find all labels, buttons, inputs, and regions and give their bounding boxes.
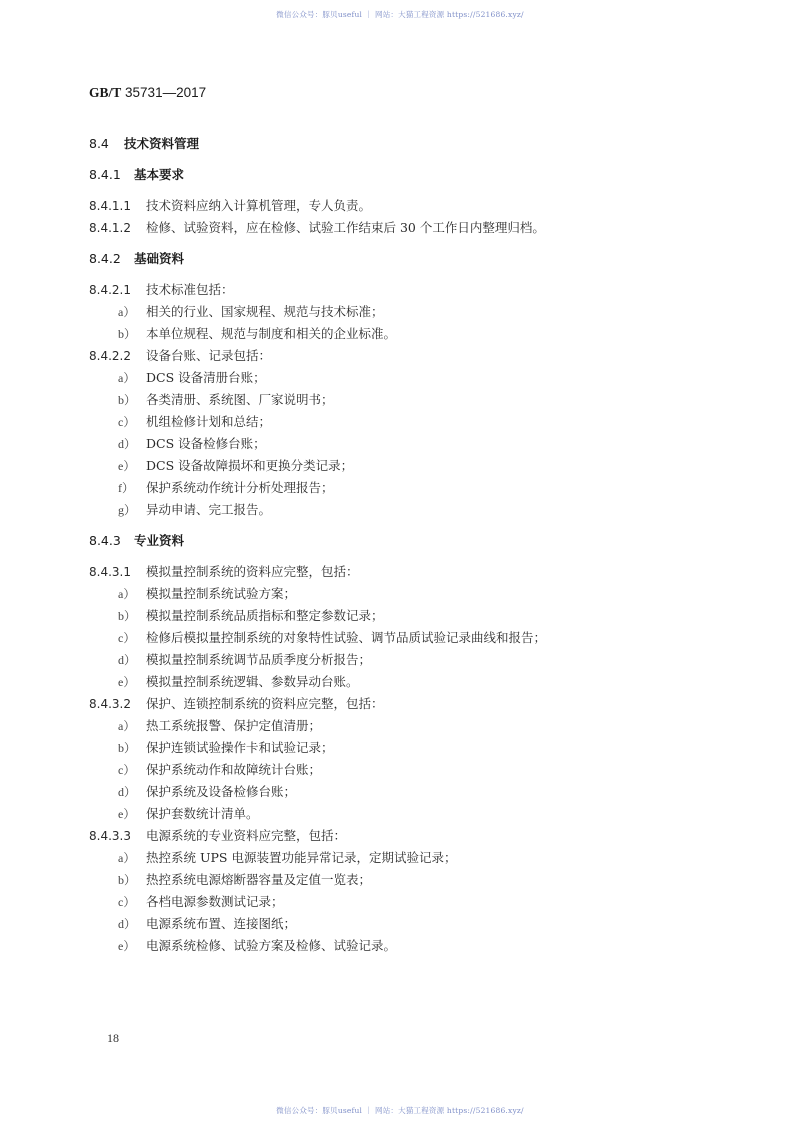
- list-marker: b）: [118, 741, 137, 755]
- watermark-top: 微信公众号：豚贝useful ｜ 网站：大猫工程资源 https://521686.xyz/: [276, 10, 524, 19]
- section-heading-8-4-2: [89, 249, 184, 267]
- list-text: 保护套数统计清单。: [146, 806, 259, 821]
- list-marker: a）: [118, 305, 136, 319]
- list-text: 电源系统布置、连接图纸；: [146, 916, 297, 931]
- list-item: [118, 804, 259, 822]
- clause-8-4-3-2: [89, 694, 384, 712]
- list-marker: e）: [118, 939, 136, 953]
- list-marker: d）: [118, 785, 137, 799]
- list-text: 模拟量控制系统逻辑、参数异动台账。: [146, 674, 359, 689]
- clause-8-4-2-1: [89, 280, 234, 298]
- clause-text: 技术资料应纳入计算机管理，专人负责。: [146, 198, 372, 213]
- clause-text: 保护、连锁控制系统的资料应完整，包括：: [146, 696, 384, 711]
- section-title: 基础资料: [134, 251, 185, 266]
- list-item: [118, 434, 266, 452]
- clause-number: 8.4.1.2: [89, 221, 131, 235]
- list-marker: f）: [118, 481, 134, 495]
- list-text: 异动申请、完工报告。: [146, 502, 272, 517]
- list-item: [118, 628, 546, 646]
- list-item: [118, 478, 334, 496]
- list-item: [118, 456, 353, 474]
- list-marker: c）: [118, 631, 136, 645]
- list-item: [118, 584, 296, 602]
- section-number: 8.4.3: [89, 533, 121, 548]
- list-marker: c）: [118, 415, 136, 429]
- list-text: 保护系统动作和故障统计台账；: [146, 762, 322, 777]
- clause-8-4-1-1: [89, 196, 371, 214]
- list-text: 保护系统及设备检修台账；: [146, 784, 297, 799]
- list-text: DCS 设备检修台账；: [146, 436, 266, 451]
- list-item: [118, 302, 384, 320]
- list-text: 检修后模拟量控制系统的对象特性试验、调节品质试验记录曲线和报告；: [146, 630, 547, 645]
- list-item: [118, 650, 371, 668]
- section-number: 8.4.2: [89, 251, 121, 266]
- list-marker: b）: [118, 393, 137, 407]
- clause-number: 8.4.1.1: [89, 199, 131, 213]
- list-marker: e）: [118, 459, 136, 473]
- section-title: 技术资料管理: [124, 136, 200, 151]
- clause-number: 8.4.3.3: [89, 829, 131, 843]
- list-marker: a）: [118, 851, 136, 865]
- clause-8-4-3-1: [89, 562, 359, 580]
- list-marker: d）: [118, 917, 137, 931]
- list-item: [118, 324, 396, 342]
- list-text: 相关的行业、国家规程、规范与技术标准；: [146, 304, 384, 319]
- list-item: [118, 870, 371, 888]
- page-number: 18: [107, 1031, 119, 1045]
- section-heading-8-4: [89, 134, 199, 152]
- list-text: 热控系统电源熔断器容量及定值一览表；: [146, 872, 372, 887]
- list-text: 模拟量控制系统调节品质季度分析报告；: [146, 652, 372, 667]
- clause-number: 8.4.2.1: [89, 283, 131, 297]
- list-text: 机组检修计划和总结；: [146, 414, 272, 429]
- section-heading-8-4-1: [89, 165, 184, 183]
- list-marker: c）: [118, 763, 136, 777]
- list-text: 保护连锁试验操作卡和试验记录；: [146, 740, 334, 755]
- list-marker: b）: [118, 609, 137, 623]
- list-item: [118, 716, 321, 734]
- list-text: 各类清册、系统图、厂家说明书；: [146, 392, 334, 407]
- list-marker: a）: [118, 371, 136, 385]
- clause-number: 8.4.2.2: [89, 349, 131, 363]
- clause-text: 技术标准包括：: [146, 282, 234, 297]
- list-marker: d）: [118, 437, 137, 451]
- list-item: [118, 412, 271, 430]
- list-item: [118, 760, 321, 778]
- list-item: [118, 390, 334, 408]
- standard-code: [89, 85, 206, 101]
- section-title: 专业资料: [134, 533, 185, 548]
- clause-text: 电源系统的专业资料应完整，包括：: [146, 828, 347, 843]
- list-text: 本单位规程、规范与制度和相关的企业标准。: [146, 326, 397, 341]
- clause-number: 8.4.3.1: [89, 565, 131, 579]
- list-marker: d）: [118, 653, 137, 667]
- list-item: [118, 892, 284, 910]
- clause-8-4-2-2: [89, 346, 271, 364]
- list-item: [118, 738, 334, 756]
- clause-text: 设备台账、记录包括：: [146, 348, 272, 363]
- list-text: DCS 设备清册台账；: [146, 370, 266, 385]
- list-marker: e）: [118, 807, 136, 821]
- standard-number: 35731—2017: [125, 85, 207, 100]
- list-marker: c）: [118, 895, 136, 909]
- list-item: [118, 848, 456, 866]
- clause-8-4-1-2: [89, 218, 545, 236]
- list-marker: b）: [118, 327, 137, 341]
- list-item: [118, 500, 271, 518]
- list-text: DCS 设备故障损坏和更换分类记录；: [146, 458, 354, 473]
- list-item: [118, 914, 296, 932]
- clause-8-4-3-3: [89, 826, 346, 844]
- list-marker: g）: [118, 503, 137, 517]
- clause-text: 检修、试验资料，应在检修、试验工作结束后 30 个工作日内整理归档。: [146, 220, 545, 235]
- section-title: 基本要求: [134, 167, 185, 182]
- list-item: [118, 606, 384, 624]
- list-text: 电源系统检修、试验方案及检修、试验记录。: [146, 938, 397, 953]
- list-item: [118, 936, 396, 954]
- list-item: [118, 672, 359, 690]
- list-text: 各档电源参数测试记录；: [146, 894, 284, 909]
- list-item: [118, 368, 266, 386]
- list-text: 保护系统动作统计分析处理报告；: [146, 480, 334, 495]
- section-heading-8-4-3: [89, 531, 184, 549]
- clause-text: 模拟量控制系统的资料应完整，包括：: [146, 564, 359, 579]
- list-text: 热控系统 UPS 电源装置功能异常记录，定期试验记录；: [146, 850, 457, 865]
- clause-number: 8.4.3.2: [89, 697, 131, 711]
- list-text: 模拟量控制系统品质指标和整定参数记录；: [146, 608, 384, 623]
- list-marker: a）: [118, 587, 136, 601]
- list-marker: e）: [118, 675, 136, 689]
- list-text: 模拟量控制系统试验方案；: [146, 586, 297, 601]
- standard-prefix: GB/T: [89, 85, 122, 100]
- list-marker: b）: [118, 873, 137, 887]
- list-marker: a）: [118, 719, 136, 733]
- list-text: 热工系统报警、保护定值清册；: [146, 718, 322, 733]
- section-number: 8.4: [89, 136, 109, 151]
- section-number: 8.4.1: [89, 167, 121, 182]
- watermark-bottom: 微信公众号：豚贝useful ｜ 网站：大猫工程资源 https://521686.xyz/: [276, 1106, 524, 1115]
- list-item: [118, 782, 296, 800]
